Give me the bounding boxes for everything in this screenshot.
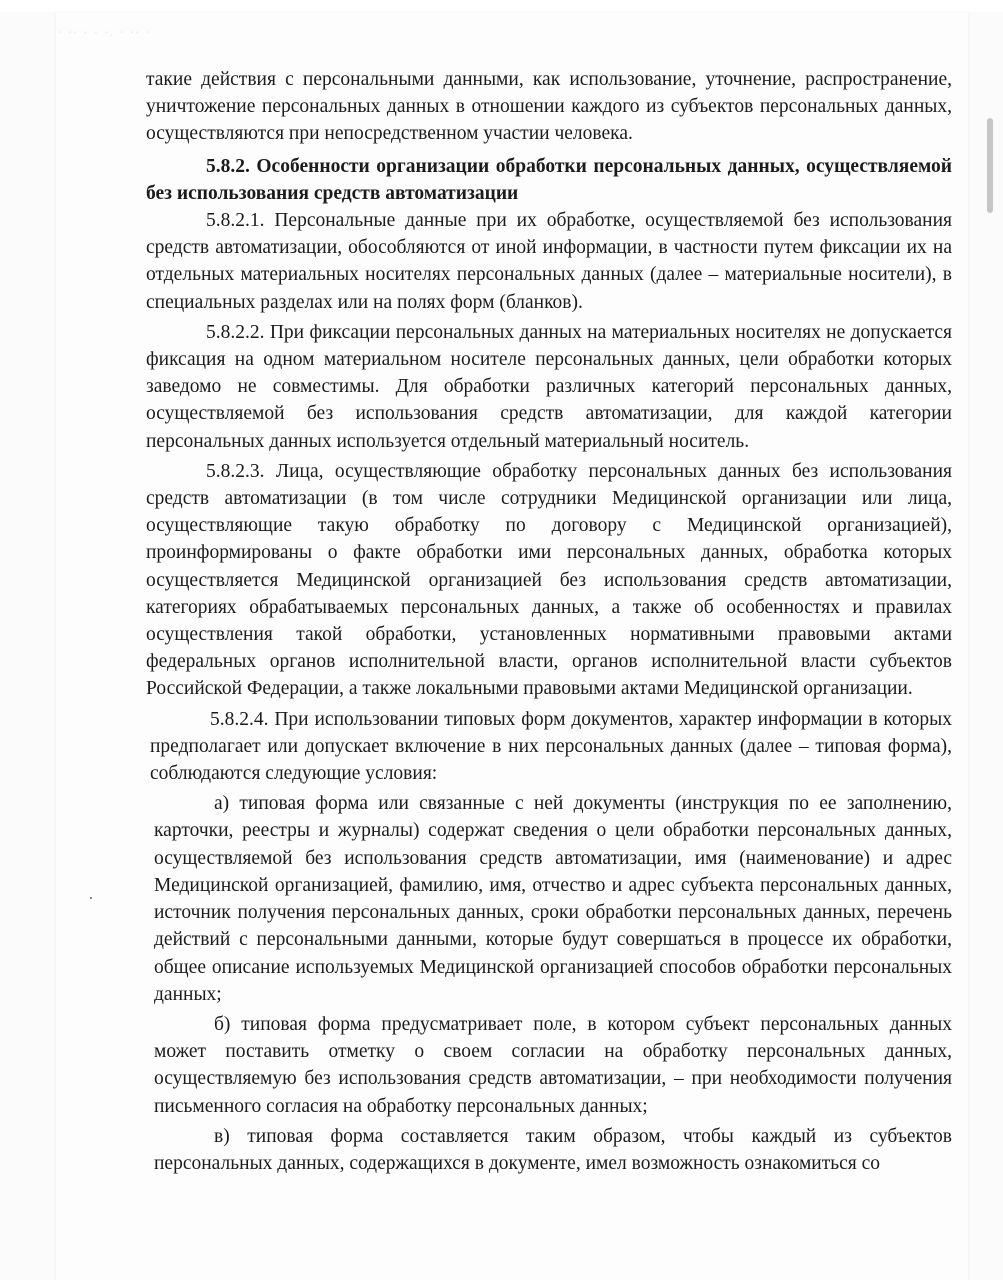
list-item-b: б) типовая форма предусматривает поле, в котором субъект персональных данных может поставить отметку о своем согласии на обработку персональных данных, осуществляемую без использования средств автоматизации, – при необходимости получения письменного согласия на обработку персональных данных; [154, 1013, 952, 1117]
paragraph-5-8-2-1: 5.8.2.1. Персональные данные при их обработке, осуществляемой без использования средств автоматизации, обособляются от иной информации, в частности путем фиксации их на отдельных материальных носителях персональных данных (далее – материальные носители), в специальных разделах или на полях форм (бланков). [146, 210, 952, 313]
document-body [146, 66, 952, 1177]
paragraph-5-8-2-3: 5.8.2.3. Лица, осуществляющие обработку персональных данных без использования средств автоматизации (в том числе сотрудники Медицинской организации или лица, осуществляющие такую обработку по договору с Медицинской организацией), проинформированы о факте обработки ими персональных данных, обработка которых осуществляется Медицинской организацией без использования средств автоматизации, категориях обрабатываемых персональных данных, а также об особенностях и правилах осуществления такой обработки, установленных нормативными правовыми актами федеральных органов исполнительной власти, органов исполнительной власти субъектов Российской Федерации, а также локальными правовыми актами Медицинской организации. [146, 460, 952, 700]
scan-dot [90, 897, 92, 899]
list-item-a: а) типовая форма или связанные с ней документы (инструкция по ее заполнению, карточки, реестры и журналы) содержат сведения о цели обработки персональных данных, осуществляемой без использования средств автоматизации, имя (наименование) и адрес Медицинской организацией, фамилию, имя, отчество и адрес субъекта персональных данных, источник получения персональных данных, сроки обработки персональных данных, перечень действий с персональными данными, которые будут совершаться в процессе их обработки, общее описание используемых Медицинской организацией способов обработки персональных данных; [154, 793, 952, 1005]
section-heading: 5.8.2. Особенности организации обработки персональных данных, осуществляемой без использования средств автоматизации [146, 155, 952, 204]
paragraph-5-8-2-2: 5.8.2.2. При фиксации персональных данных на материальных носителях не допускается фиксация на одном материальном носителе персональных данных, цели обработки которых заведомо не совместимы. Для обработки различных категорий персональных данных, осуществляемой без использования средств автоматизации, для каждой категории персональных данных используется отдельный материальный носитель. [146, 321, 952, 452]
list-item-v: в) типовая форма составляется таким образом, чтобы каждый из субъектов персональных данных, содержащихся в документе, имел возможность ознакомиться со [154, 1125, 952, 1174]
vertical-scrollbar[interactable] [987, 118, 993, 213]
top-margin [0, 0, 1003, 12]
intro-paragraph: такие действия с персональными данными, как использование, уточнение, распространение, уничтожение персональных данных в отношении каждого из субъектов персональных данных, осуществляются при непосредственном участии человека. [146, 69, 952, 145]
paragraph-5-8-2-4: 5.8.2.4. При использовании типовых форм документов, характер информации в которых предполагает или допускает включение в них персональных данных (далее – типовая форма), соблюдаются следующие условия: [150, 708, 952, 785]
scan-noise: · ·· · · ·. · ·· · [58, 28, 152, 39]
